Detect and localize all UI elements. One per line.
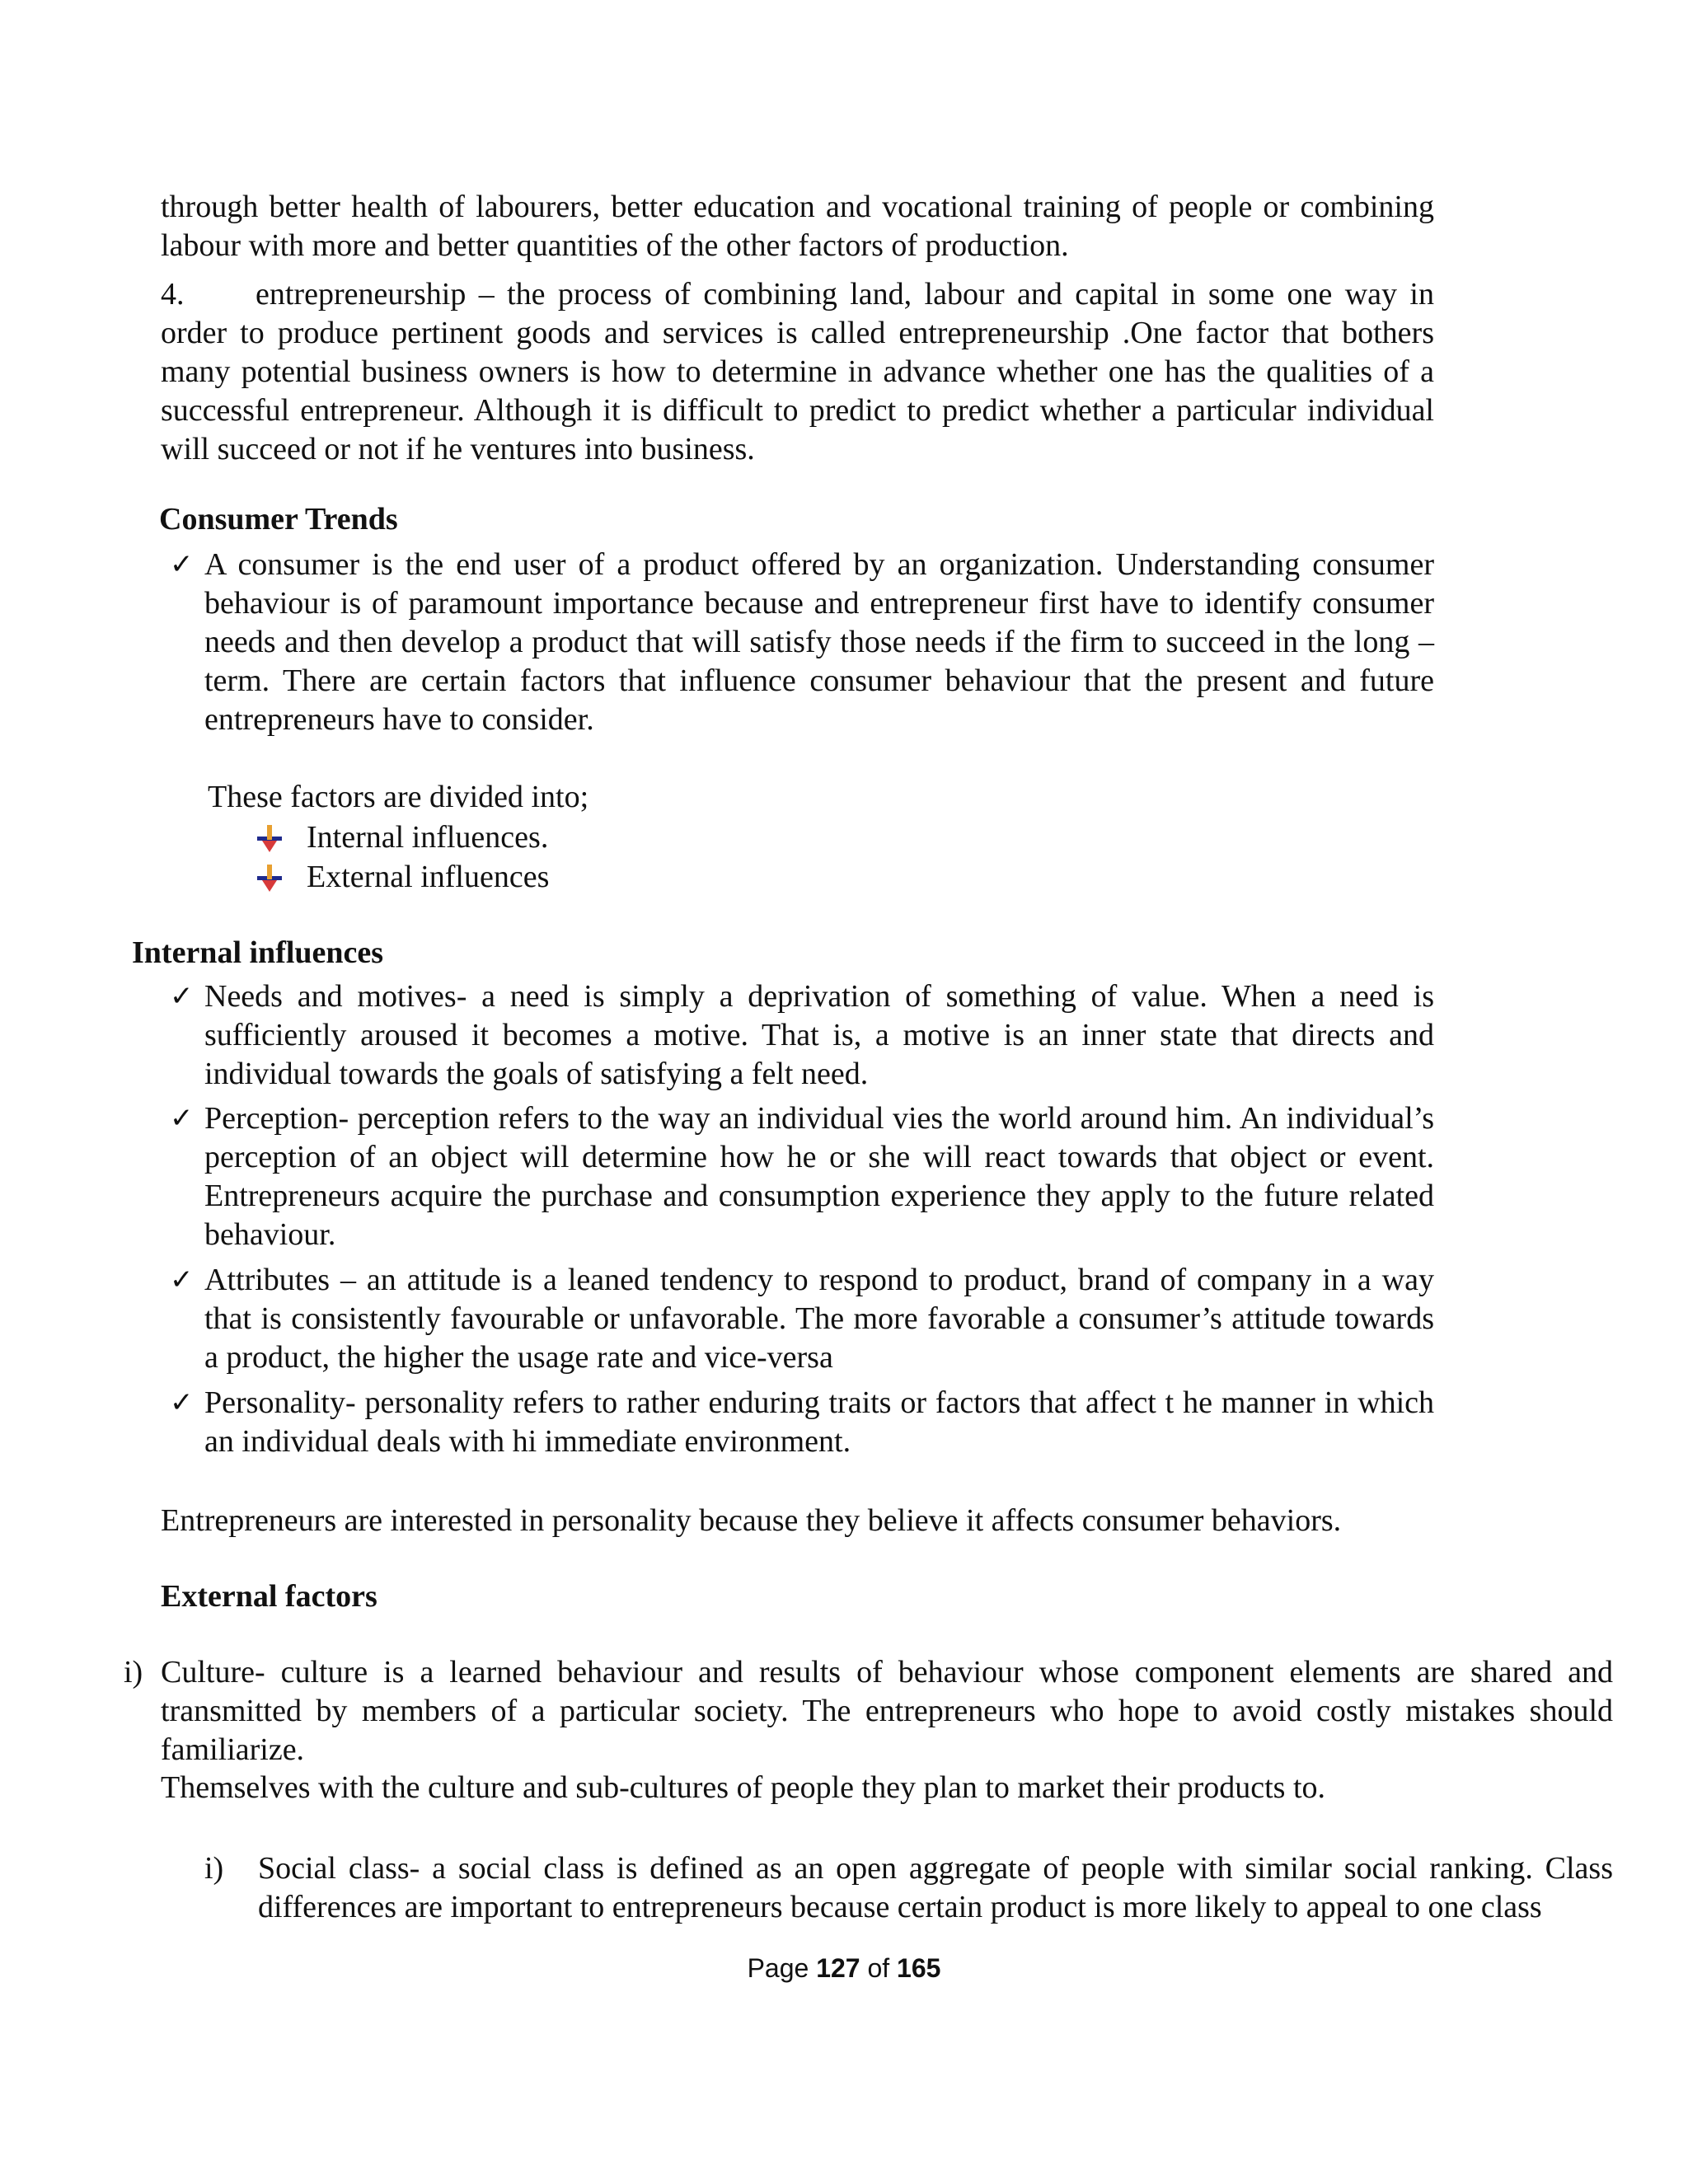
footer-of-label: of <box>867 1953 890 1983</box>
entrepreneurship-text: entrepreneurship – the process of combining land, labour and capital in some one way in order to produce pertinent goods and services is called entrepreneurship .One factor that bothers many potential business owners is how to determine in advance whether one has the qualities of a successful entrepreneur. Although it is difficult to predict to predict whether a particular individual will succeed or not if he ventures into business. <box>161 277 1434 466</box>
arrow-down-bullet-icon <box>257 865 282 893</box>
factors-intro: These factors are divided into; <box>208 780 589 814</box>
paragraph-entrepreneurship <box>161 275 1434 469</box>
internal-item-perception <box>170 1099 1434 1254</box>
internal-item-personality <box>170 1384 1434 1461</box>
internal-item-text: Needs and motives- a need is simply a deprivation of something of value. When a need is sufficiently aroused it becomes a motive. That is, a motive is an inner state that directs and individual towards the goals of satisfying a felt need. <box>204 979 1434 1091</box>
internal-item-text: Attributes – an attitude is a leaned tendency to respond to product, brand of company in a way that is consistently favourable or unfavorable. The more favorable a consumer’s attitude towards a product, the higher the usage rate and vice-versa <box>204 1263 1434 1375</box>
culture-marker: i) <box>124 1655 143 1690</box>
social-class-marker: i) <box>204 1851 224 1886</box>
heading-external-factors: External factors <box>161 1579 377 1614</box>
internal-item-attributes <box>170 1261 1434 1377</box>
page-footer <box>0 1952 1688 1985</box>
external-item-culture <box>124 1653 1613 1769</box>
paragraph-labour-continuation: through better health of labourers, better education and vocational training of people or combining labour with more and better quantities of the other factors of production. <box>161 190 1434 263</box>
check-mark-icon: ✓ <box>170 548 194 581</box>
factor-label-external: External influences <box>307 860 550 894</box>
footer-page-label: Page <box>747 1953 809 1983</box>
external-item-social-class <box>204 1849 1613 1927</box>
social-class-text: Social class- a social class is defined as an open aggregate of people with similar social ranking. Class differences are important to entrepreneurs because certain product is more likely to appeal to one class <box>258 1851 1613 1924</box>
check-mark-icon: ✓ <box>170 980 194 1013</box>
internal-item-needs <box>170 977 1434 1094</box>
factor-label-internal: Internal influences. <box>307 820 549 855</box>
check-mark-icon: ✓ <box>170 1386 194 1419</box>
footer-page-number: 127 <box>816 1953 860 1983</box>
heading-internal-influences: Internal influences <box>132 935 384 970</box>
consumer-trends-bullet-text: A consumer is the end user of a product offered by an organization. Understanding consumer behaviour is of paramount importance because and entrepreneur first have to identify consumer needs and then develop a product that will satisfy those needs if the firm to succeed in the long –term. There are certain factors that influence consumer behaviour that the present and future entrepreneurs have to consider. <box>204 547 1434 737</box>
internal-item-text: Personality- personality refers to rather enduring traits or factors that affect t he manner in which an individual deals with hi immediate environment. <box>204 1385 1434 1459</box>
check-mark-icon: ✓ <box>170 1102 194 1135</box>
check-mark-icon: ✓ <box>170 1263 194 1296</box>
footer-total-pages: 165 <box>897 1953 941 1983</box>
entrepreneurship-number: 4. <box>161 277 185 312</box>
consumer-trends-bullet <box>170 546 1434 739</box>
internal-item-text: Perception- perception refers to the way an individual vies the world around him. An individual’s perception of an object will determine how he or she will react towards that object or event. Entrepreneurs acquire the purchase and consumption experience they apply to the future related behaviour. <box>204 1101 1434 1252</box>
heading-consumer-trends: Consumer Trends <box>159 502 398 537</box>
arrow-down-bullet-icon <box>257 825 282 853</box>
culture-text: Culture- culture is a learned behaviour and results of behaviour whose component elements are shared and transmitted by members of a particular society. The entrepreneurs who hope to avoid costly mistakes should familiarize. <box>161 1655 1613 1767</box>
culture-continuation: Themselves with the culture and sub-cultures of people they plan to market their products to. <box>161 1770 1325 1805</box>
internal-influences-closing: Entrepreneurs are interested in personality because they believe it affects consumer behaviors. <box>161 1503 1342 1538</box>
